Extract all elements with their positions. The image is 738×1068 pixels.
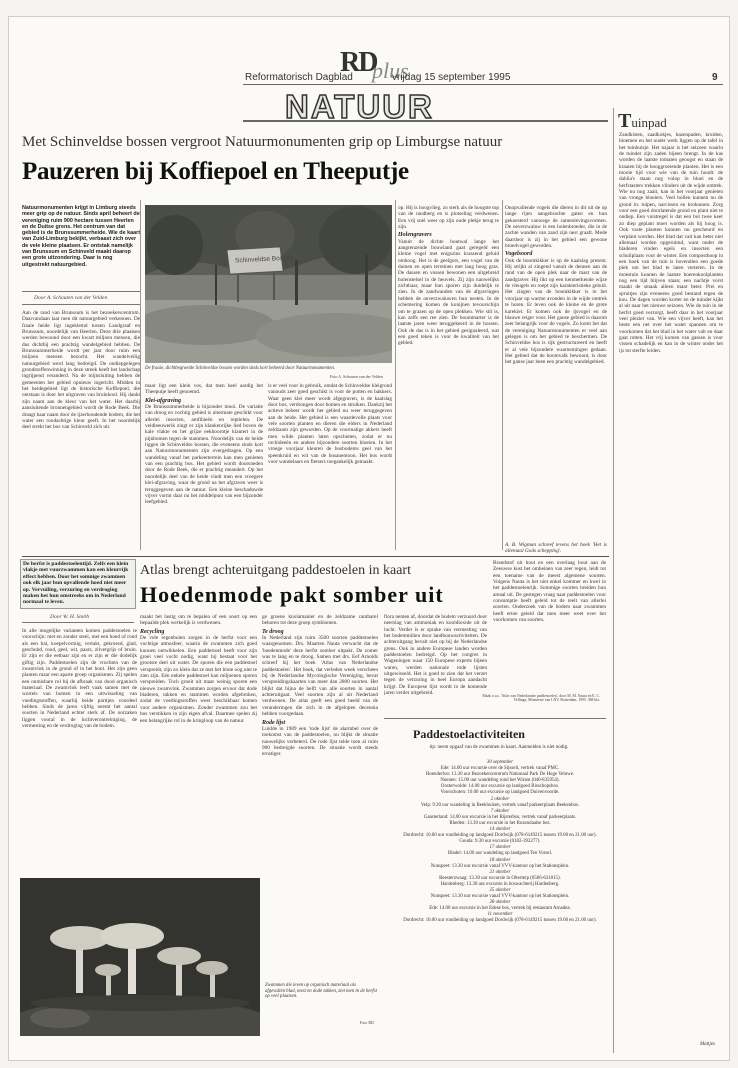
article1-sign: A. B. Wigman schreef tevens het boek 'Het is allemaal Gods schepping'. [505,542,607,555]
logo-suffix: plus [372,58,409,83]
subhead-rode-lijst: Rode lijst [262,719,286,726]
activity-item: Rheden: 13.30 uur excursie in het Rozendaalse bos. [449,820,551,826]
col-divider-3 [502,200,503,550]
activities-intro: tip: neem opgaaf van de zwammen in kaart. Aanmelden is niet nodig. [429,745,569,750]
mushroom-photo [20,878,260,1036]
subhead-vogelsoord: Vogelsoord [505,251,533,258]
activity-item: Nunspeet: 13.30 uur excursie vanaf VVV-kantoor op het Stationsplein. [430,863,570,869]
article1-headline: Pauzeren bij Koffiepoel en Theeputje [22,158,409,185]
activity-item: Nuenen: 15.00 uur wandeling rond het Wiram (040-835954). [440,778,560,784]
activity-item: Dordrecht: 10.00 uur rondleiding op landgoed Dordwijk (078-6149215 tussen 19.00 en 21.00 uur). [403,833,597,839]
article1-col5b-text: Ook de boomkikker is op de kaalslag present. Hij strijkt al zingend vanuit de dennen aan de rand van de open plek naar de mast van de zandgraver. Hij likt op een kenmerkende wijze de vleugels en roept zijn karakteristieke geluid. Het zingen van de boomkikker is in het voorjaar op warme avonden in de wijde omtrek te horen. Er leven ook de kleine en de grote karekiet. Er komen ook de ijsvogel en de blauwe reiger voor. Het ganse gebied is daarom zeer belangrijk voor de vogels. Zo komt het dat de vereniging Natuurmonumenten er veel aan gelegen is om het gebied te beschermen. De Schinveldse bos is rijk gestructureerd en heeft er al vele bijzondere waarnemingen gedaan. Het gebied dat de boomvalk bewoont, is door het ganse jaar heen een prachtig wandelgebied. [505,257,607,366]
article2-col5: Brandstof uit hout en een overlaag hout aan de Zeeuwse kust het omheinen van zeer regen, leidt tot een toename van de meest algemene soorten. Volgens Nauta is het niet enkel kommer en kwel in het paddestoelenrijk. Sommige soorten breiden hun areaal uit. De gestegen vraag naar paddestoelen voor consumptie heeft geleid tot de teelt van allerlei soorten. Onderzoek van de bodem naar zwammen heeft ertoe geleid dat men meer weet over het voorkomen van soorten. [493,560,606,624]
activity-date: 7 oktober [490,808,510,814]
article1-byline: Door A. Schouten van der Velden [34,295,108,301]
activity-item: Hardenberg: 13.30 uur excursie in boswachterij Hardenberg. [440,881,560,887]
schinveldse-bossen-photo [145,205,392,363]
activity-item: Voorschoten: 10.00 uur excursie op landgoed Duivenvoorde. [440,790,560,796]
page-number: 9 [712,72,718,83]
article2-headline: Hoedenmode pakt somber uit [140,582,444,607]
article1-col1: Aan de rand van Brunssum is het bezoekerscentrum. Daarvandaan laat men dit natuurgebied verkennen. De fraaie heide ligt ingeklemd tussen Landgraaf en Brunssum, noordelijk van Heerlen. Deze drie plaatsen werden bewoond door een kwart miljoen mensen, die dus dichtbij een prachtig wandelgebied hebben. De Brunssummerheide wordt per jaar door ruim een miljoen mensen bezocht. Het wandelveilig natuurgebied werd lang bedreigd. De ondiepgelegen grondstoffenwinning in deze streek heeft het landschap ingrijpend veranderd. Na de mijnsluiting hebben de gemeenten het gebied opnieuw ingericht. Midden in het heidegebied ligt de historische Koffiepoel, die ontstaan is door het uitgraven van bruinkool. Hij dankt zijn naam aan de kleur van het water. Het daarbij aansluitende bronnengebied wordt de Rode Beek. Die draagt haar naam door de ijzerhoudende bodem, die het water een roodachtige kleur geeft. In het noordelijk deel strekt het bos van Schinveld zich uit. [22,310,140,431]
col-divider-1 [140,200,141,550]
atlas-book-note: Maak o.a.s. 'Atlas van Nederlandse paddestoelen', door M. M. Nauta en E. C. Vellinga, Ministerie van LNV, Rotterdam, 1995. 368 blz. [482,694,600,703]
article2-col4: flora nemen af, doordat de bodem verzuurd door neerslag van ammoniak en kooldioxide uit de lucht. Verder is er sprake van vermesting van het bodemmilieu door landbouwactiviteiten. De achteruitgang bevalt niet op bij de Nederlandse grens. Ook in andere Europese landen worden paddestoelen bedreigd. Op het congres in Wageningen waar 150 Europese experts bijeen waren, werden nationale rode lijsten uitgewisseld. Het is goed te zien dat het verzet tegen de verzuring in heel Europa aandacht krijgt. De Europese lijst wordt in de komende jaren verder uitgebreid. [384,614,487,697]
mushroom-photo-credit: Foto RD [360,1020,374,1025]
activity-item: Nunspeet: 13.30 uur excursie vanaf VVV-kantoor op het Stationsplein. [430,894,570,900]
activity-item: Gouda: 9.30 uur excursie (0182-392277). [459,839,541,845]
sidebar-text: Zandkisten, zaadkokjes, hazenpaden, kruiden, bloemen en het ouder werk liggen op de tafel in het tuinhuisje. Het najaar is het seizoen waarin de tuinder zijn zaden bijeen brengt. In de kas worden de laatste tomaten geoogst en staan de kraaien bij de hooggroeiende planten. Het is een mooie tijd voor wie van de tuin houdt: de dahlia's staan nog volop in bloei en de herfstasters trekken vlinders uit de wijde omtrek. Wie nu nog zaait, kan in het voorjaar genieten van vroege bloeiers. Veel bollen kunnen nu de grond in: tulpen, narcissen en krokussen. Zorg voor een goed doorlatende grond en plant niet te ondiep. Een vuistregel is dat een bol twee keer zo diep geplant moet worden als hij hoog is. Ook vaste planten kunnen nu gescheurd en verplant worden. Het blad dat valt kan beter niet allemaal worden opgeruimd, want onder de bladeren vinden egels en insecten een schuilplaats voor de winter. Een composthoop in een hoek van de tuin is bovendien een goede plek om het blad te laten verteren. In de moestuin kunnen de laatste boerenkoolplanten nog een tijd blijven staan; een nachtje vorst maakt de smaak alleen maar beter. Prei en spruitjes zijn eveneens goed bestand tegen de kou. De dagen worden korter en de tuinder kijkt al uit naar het nieuwe seizoen. Wie de tuin in de herfst goed verzorgt, heeft daar in het voorjaar veel plezier van. Wie een vijver heeft, kan het beste een net over het water spannen om te voorkomen dat het blad in het water valt en daar gaat rotten. Het vrij komen van gassen is voor vissen schadelijk en kan in de winter onder het ijs tot sterfte leiden. [619,132,723,354]
article1-col4b-text: Vanuit de dichte houtwal lange het aangrenzende bouwland gaat geregeld een kleine vogel met enigszins krassend geluid omhoog. Het is de geelgors, een vogel van de duinen en open terreinen met lang hoog gras. De dassen en vossen bewonen een uitgebreid holenstelsel in de heuvels. Zij zijn nauwelijks zichtbaar, maar hun sporen zijn duidelijk te zien. In de zandwanden van de afgravingen hebben de oeverzwaluwen hun nesten. In de schemering komen de konijnen tevoorschijn om te grazen op de open plekken. Wie stil is, kan zelfs een ree zien. De boommarter is de laatste jaren weer teruggekeerd in de bossen. Ook de das is in het gebied gesignaleerd, wat een goed teken is voor de kwaliteit van het gebied. [398,238,499,347]
article2-col2-text: maakt het lastig om te bepalen of een soort op een bepaalde plek werkelijk is verdwenen. [140,614,257,627]
sidebar-divider [613,108,614,1053]
sidebar-title-rest: uinpad [631,115,667,130]
article1-col2 [145,383,263,551]
article-divider [22,556,609,557]
article2-kicker: Atlas brengt achteruitgang paddestoelen in kaart [140,563,411,578]
sidebar-title [618,110,667,133]
photo-sign-label: Schinveldse Bossen [234,254,294,265]
activity-item: Beesterzwaag: 13.30 uur excursie in Olterterp (0566-631815). [439,875,561,881]
article1-col4-text: op. Hij is hoogvlieg, zo sterk als de hoogste top van de randberg en is plotseling verdwenen. Een vrij snel weer op zijn oude plekje terug te zijn. [398,205,499,231]
issue-date: vrijdag 15 september 1995 [392,72,511,83]
article1-col2-text: maar ligt een klein vos, dat men heel aardig het Theeputje heeft genoemd. [145,383,263,396]
byline-rule-bottom [22,304,140,305]
subhead-holengravers: Holengravers [398,232,432,239]
paper-name: Reformatorisch Dagblad [245,72,353,83]
byline-rule [22,291,140,292]
article2-col3b-text: In Nederland zijn ruim 3500 soorten paddestoelen waargenomen. Drs. Maarten Nauta verwacht dat de 'hoedenmode' deze herfst somber uitpakt. De zomer was te lang en te droog. Samen met drs. Eef Arnolds schreef hij het boek 'Atlas van Nederlandse paddestoelen'. Het boek, dat verleden week verscheen bij de Nederlandse Mycologische Vereniging, bevat verspreidingskaarten van meer dan 2800 soorten. Het blijkt dat bijna de helft van alle soorten in aantal achteruitgaat. Veel soorten zijn al uit Nederland verdwenen. De atlas geeft een goed beeld van de veranderingen die zich in de afgelopen decennia hebben voorgedaan. [262,635,378,718]
activity-item: Oosterwolde: 14.00 uur excursie op landgoed Bisschopsbos. [440,784,560,790]
activity-date: 17 oktober [489,845,511,851]
activity-date: 14 oktober [489,827,511,833]
mushroom-photo-caption: Zwammen die leven op organisch materiaal als afgevallen blad, mest en dode takken, ziet men in de herfst op veel plaatsen. [265,983,377,1000]
activity-item: Hoenderloo: 13.30 uur Bezoekerscentrum Nationaal Park De Hoge Veluwe. [425,772,575,778]
activity-date: 21 oktober [489,869,511,875]
article1-kicker: Met Schinveldse bossen vergroot Natuurmonumenten grip op Limburgse natuur [22,134,503,150]
subhead-te-droog: Te droog [262,628,284,635]
article2-col3c-text: Luidde in 1989 een 'rode lijst' de alarmbel over de toekomst van de paddestoelen, nu blijkt de situatie nauwelijks verbeterd. De rode lijst telde toen al ruim 900 bedreigde soorten. De situatie wordt steeds ernstiger. [262,725,378,758]
activity-date: 18 oktober [489,857,511,863]
article2-col2 [140,614,257,873]
article1-col2b-text: De Brunssummerheide is bijzonder mooi. De variatie van droog en vochtig gebied is uitermate geschikt voor allerlei insecten, amfibieën en reptielen. De veldleeuwerik zingt er zijn klankenrijke lied boven de kale vlakte en het grijze eekhoorntje klautert in de pijnbomen tegen de stammen. Noordelijk van de heide liggen de Schinveldse bossen, die eveneens sinds kort aan Natuurmonumenten zijn overgedragen. Op een wandeling vanaf het parkeerterrein kan men genieten van een prachtig bos. Het gebied wordt doorsneden door de Rode Beek, die er prachtig meandert. Op het noordelijk deel van de heide vindt men een vroegere klei-afgraving, waar de grond na het afgraven weer is teruggegeven aan de natuur. Een kleine beschaduwde vijver vormt daar nu het middelpunt van een bijzonder leefgebied. [145,404,263,506]
forest-illustration [145,205,392,363]
activities-list [395,760,605,925]
article2-col1: In alle mogelijke varianten komen paddestoelen te voorschijn: met en zonder steel, met een hoed of rond als een bal, koepelvormig, vertakt, gekroesd, glad, geschubd, rood, geel, wit, paars, zilvergrijs of bruin. Er zijn er die eetbaar zijn en er zijn er die dodelijk giftig zijn. Paddestoelen zijn de vruchten van de zwamvlok in de grond of in het hout. Het zijn geen planten maar een aparte groep organismen. Zij spelen een onmisbare rol bij de afbraak van dood organisch materiaal. De zwamvlok leeft vaak samen met de wortels van bomen in een uitwisseling van voedingsstoffen, waarbij beide partijen voordeel hebben. Sinds de jaren vijftig neemt het aantal soorten in Nederland echter sterk af. De oorzaken liggen vooral in de luchtverontreiniging, de vermesting en de verdroging van de bodem. [22,628,137,730]
article1-lead: Natuurmonumenten krijgt in Limburg steeds meer grip op de natuur. Sinds april beheert de vereniging ruim 900 hectare tussen Heerlen en de Duitse grens. Het centrum van dat gebied is de Brunssummerheide. Wie de kaart van Zuid-Limburg bekijkt, verbaast zich over de vele kleine plaatsen. Er ontstak namelijk van Brunssum en Schinveld maakt daarop een grote uitzondering. Daar is nog uitgestrekt natuurgebied. [22,205,140,268]
activity-item: Ede: 14.00 uur excursie over de Sijsselt, vertrek vanaf PMC. [440,766,560,772]
activity-item: Bladel: 14.00 uur wandeling op landgoed Ten Vorsel. [447,851,553,857]
article1-col5-text: Onopvallende vogels die dieren in dit uit de op lange rijen aangebrachte gaten en hun gekoesterd vanwege de samenlevingsvormen. De oeverzwaluw is een holenbroeder, die in de zachte wanden van zand zijn nest graaft. Mede daardoor is zij in het gebied een gewone broedvogel geworden. [505,205,607,250]
sidebar-signature: Mattjes [700,1042,715,1047]
subhead-recycling: Recycling [140,628,165,635]
article2-byline: Door W. H. Smith [50,614,90,620]
photo1-credit: Foto A. Schouten van der Velden [330,374,383,379]
col-divider-2 [395,200,396,550]
activity-date: 11 november [487,912,513,918]
activity-date: 25 oktober [489,887,511,893]
activity-item: Velp: 9.30 uur wandeling in Beekhuizen, vertrek vanaf parkeerplaats Beekenbos. [420,802,580,808]
article1-col3: is er veel voor in gebruik, omdat de Schinveldse kleigrond vanouds zeer goed geschikt is voor de potten en bakkers. Waar geen klei meer wordt afgegraven, is de kaalslag door bos, verdrongen door bomen en struiken. Dankzij het actieve beheer wordt het gebied nu weer teruggegeven aan de heide. Het gebied is een waardevolle plaats voor vele soorten planten en dieren die elders in Nederland zeldzaam zijn geworden. Op de voormalige akkers heeft men wilde planten laten opschieten, zodat er nu orchideeën en andere bijzondere soorten bloeien. In het vroege voorjaar kleuren de bosbodems geel van het speenkruid en wit van de bosanemoon. Het bos wordt voor wandelaars en fietsers toegankelijk gemaakt. [268,383,392,466]
article1-col5 [505,205,607,541]
activity-date: 28 oktober [489,900,511,906]
article1-col4 [398,205,499,551]
section-rule [243,120,608,122]
mushroom-illustration [20,878,260,1036]
subhead-klei: Klei-afgraving [145,397,181,404]
article2-col3-text: ge groene knolamaniet en de zeldzame cantharel behoren tot deze groep symbionten. [262,614,378,627]
sidebar-title-initial: T [618,110,632,132]
section-title: NATUUR [285,88,434,125]
rd-plus-logo: RD [340,47,377,78]
article2-boxed-lead: De herfst is paddestoelentijd. Zelfs een klein vlakje met vuurzwammen kan een kleurrijk effect hebben. Door het somnige zwammen ook elk jaar bun opvallende hoed niet meer op. Vervuiling, verzuring en verdroging maken het hun omstreeks om in Nederland normaal te leven. [23,561,129,605]
article2-col3 [262,614,378,1044]
photo1-caption: De fraaie, dichtbegroeide Schinveldse bossen worden sinds kort beheerd door Natuurmonumenten. [145,366,335,371]
activity-date: 30 september [486,760,514,765]
activity-item: Dordrecht: 10.00 uur rondleiding op landgoed Dordwijk (078-6149215 tussen 19.00 en 21.00 uur). [403,918,597,924]
article2-col2b-text: De vele regenbuien zorgen in de herfst voor een vochtige atmosfeer, waarin de zwammen zich goed kunnen ontwikkelen. Een paddestoel heeft voor zijn groei veel vocht nodig, want hij bestaat voor het grootste deel uit water. De sporen die een paddestoel verspreidt, zijn zo klein dat ze met het blote oog niet te zien zijn. Eén enkele paddestoel kan miljoenen sporen verspreiden. Toch groeit uit maar weinig sporen een nieuwe zwamvlok. Zwammen zorgen ervoor dat dode bladeren, takken en stammen worden afgebroken, zodat de voedingsstoffen weer beschikbaar komen voor andere organismen. Zonder zwammen zou het bos verstikken in zijn eigen afval. Daarmee spelen zij een belangrijke rol in de kringloop van de natuur. [140,635,257,724]
activities-title: Paddestoelactiviteiten [413,727,525,741]
activity-item: Ede: 14.00 uur excursie in het Edese bos, vertrek bij restaurant Arnadea. [429,906,571,912]
byline2-rule [22,622,134,623]
activity-date: 2 oktober [490,796,510,802]
activity-item: Gaasterland: 14.00 uur excursie in het Rijsterbos, vertrek vanaf parkeerplaats. [423,814,577,820]
